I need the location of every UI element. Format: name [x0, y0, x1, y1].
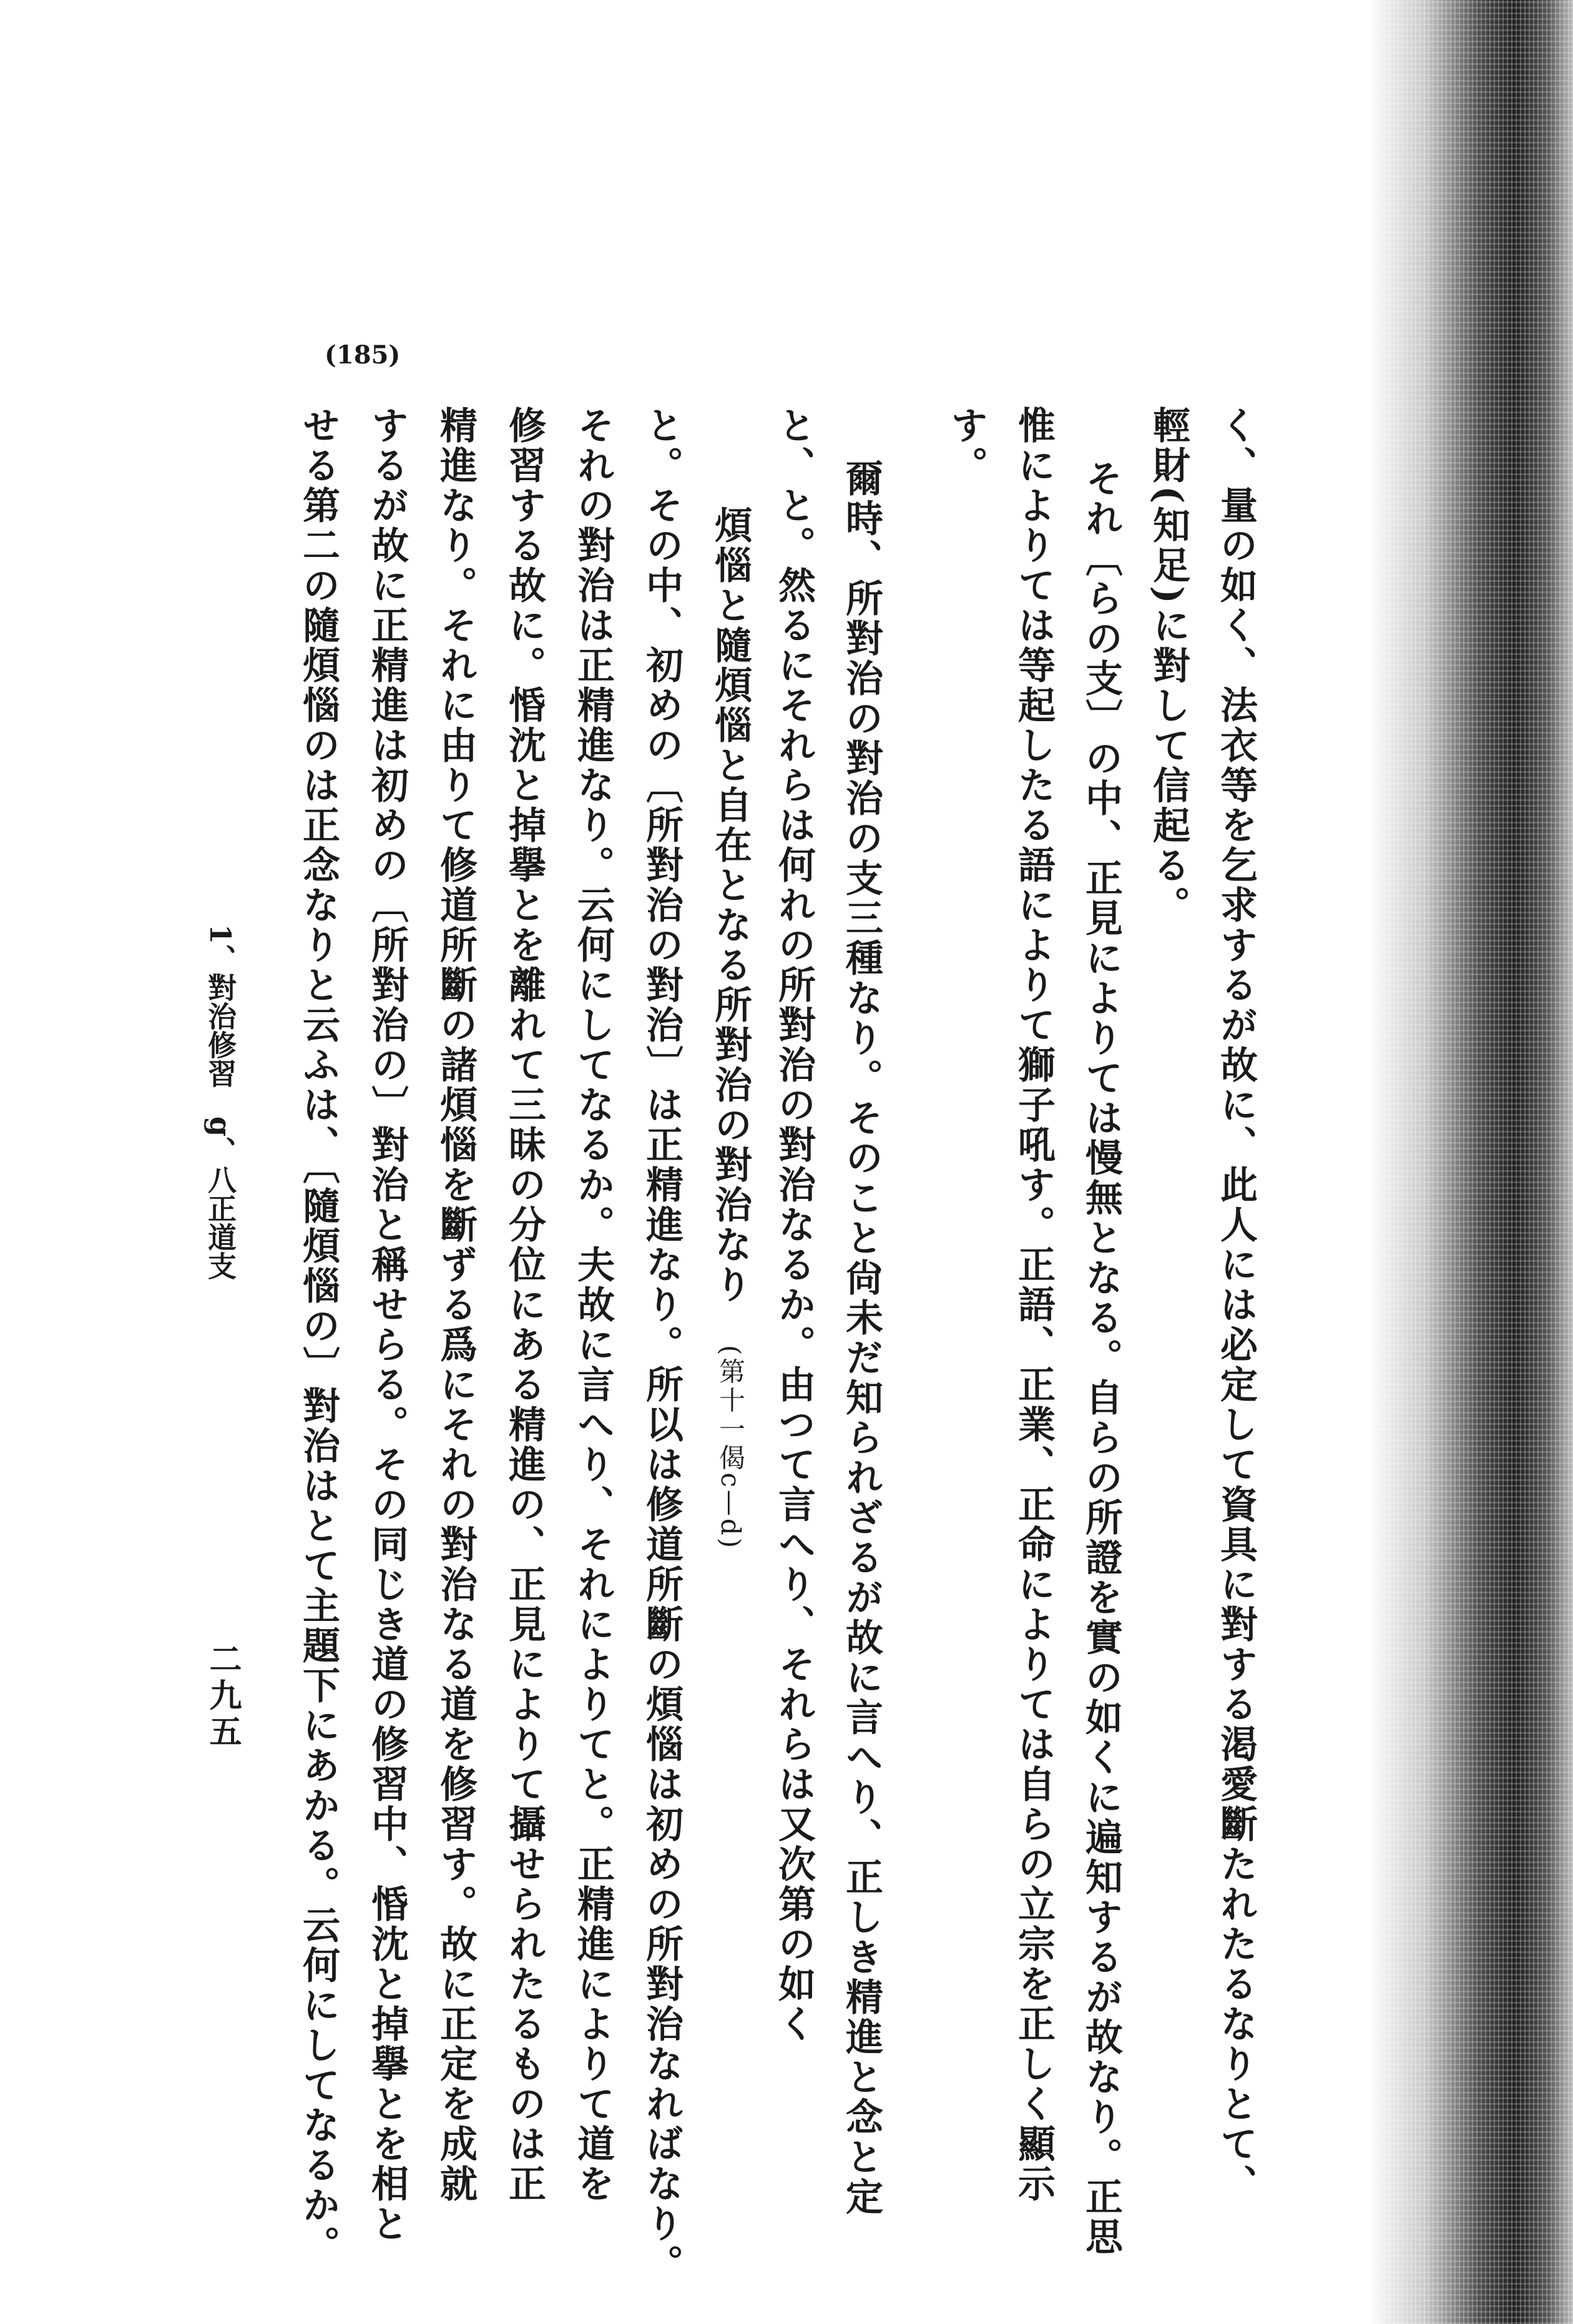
page-number-kanji: 二九五: [203, 1642, 242, 1751]
text-line-6: 爾時、所對治の對治の支三種なり。そのこと尙未だ知られざるが故に言へり、正しき精進と念と定: [840, 459, 883, 2217]
text-line-5: す。: [944, 406, 988, 486]
verse-text: 煩惱と隨煩惱と自在となる所對治の對治なり: [708, 506, 752, 1305]
text-line-12: 精進なり。それに由りて修道所斷の諸煩惱を斷ずる爲にそれの對治なる道を修習す。故に正定を成就: [434, 406, 478, 2204]
verse-reference: (第十一偈c—d): [715, 1345, 746, 1551]
text-line-13: するが故に正精進は初めの〔所對治の〕對治と稱せらる。その同じき道の修習中、惛沈と掉擧とを相と: [365, 406, 409, 2244]
text-line-3: それ〔らの支〕の中、正見によりては慢無となる。自らの所證を實の如くに遍知するが故なり。正思: [1079, 459, 1123, 2257]
book-spine-shadow: [1367, 0, 1573, 2324]
text-line-9: と。その中、初めの〔所對治の對治〕は正精進なり。所以は修道所斷の煩惱は初めの所對治なればなり。: [640, 406, 684, 2284]
page-number-top: (185): [325, 340, 401, 370]
text-line-4: 惟によりては等起したる語によりて獅子吼す。正語、正業、正命によりては自らの立宗を正しく顯示: [1012, 406, 1056, 2204]
text-line-2: 輕財(知足)に對して信起る。: [1147, 406, 1190, 926]
text-line-10: それの對治は正精進なり。云何にしてなるか。夫故に言へり、それによりてと。正精進によりて道を: [571, 406, 615, 2204]
running-footer-section: 1、對治修習 g、八正道支: [203, 924, 237, 1281]
text-line-11: 修習する故に。惛沈と掉擧とを離れて三昧の分位にある精進の、正見によりて攝せられたるものは正: [502, 406, 546, 2204]
text-line-14: せる第二の隨煩惱のは正念なりと云ふは、〔隨煩惱の〕對治はとて主題下にあかる。云何にしてなるか。: [296, 406, 340, 2265]
text-line-7: と、と。然るにそれらは何れの所對治の對治なるか。由つて言へり、それらは又次第の如く: [772, 406, 816, 2044]
verse-line: [708, 506, 752, 1551]
text-line-1: く、量の如く、法衣等を乞求するが故に、此人には必定して資具に對する渇愛斷たれたるなりとて、: [1214, 406, 1258, 2204]
